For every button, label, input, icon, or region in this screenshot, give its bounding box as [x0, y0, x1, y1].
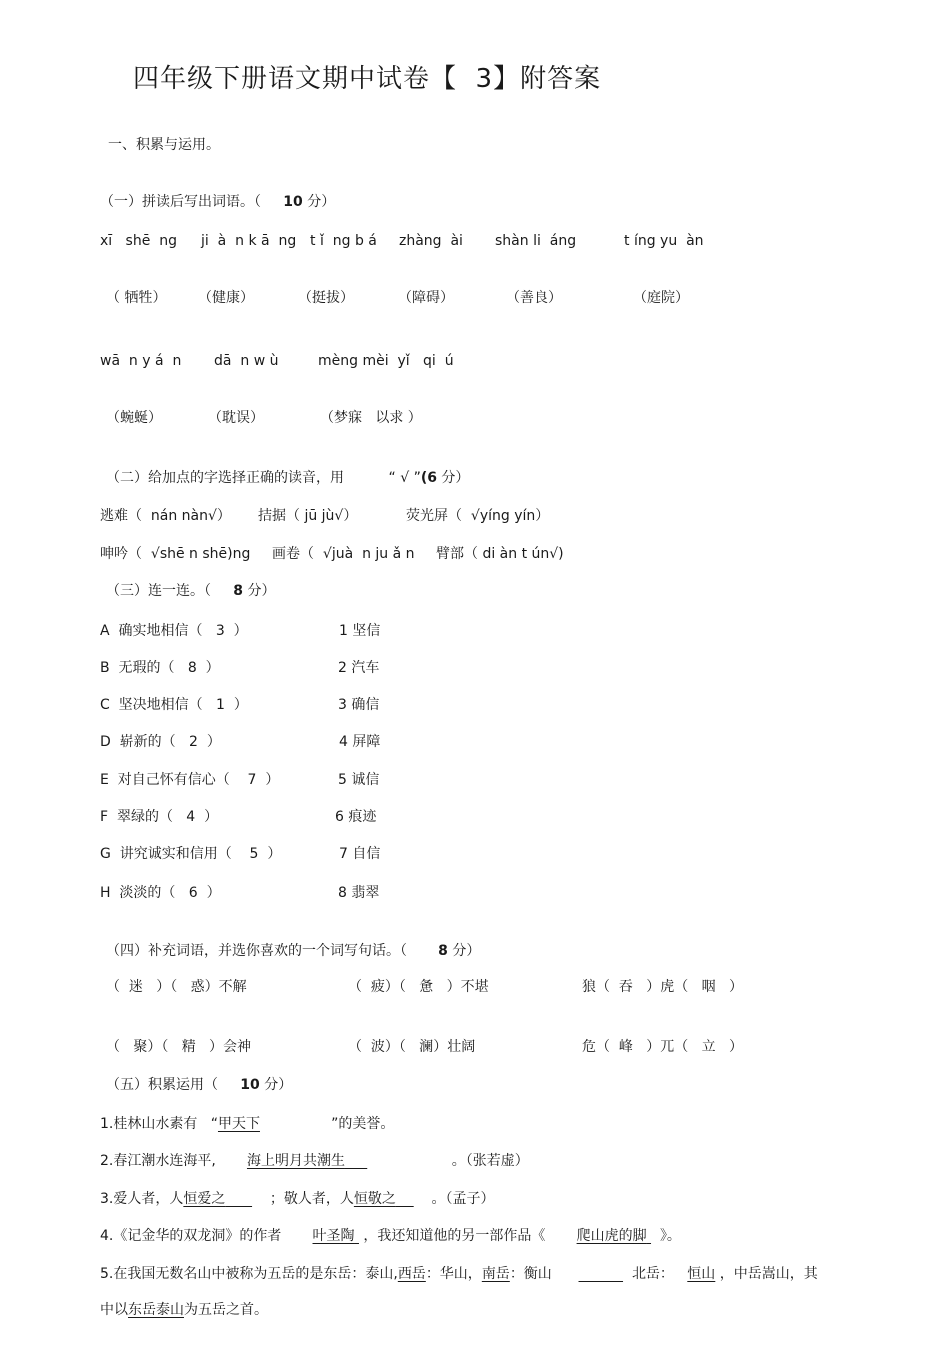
pronunciation-item: 画卷（ √juà n ju ǎ n	[272, 546, 415, 562]
pronunciation-item: 荧光屏（ √yíng yín）	[406, 508, 550, 524]
match-right-item: 8 翡翠	[338, 885, 380, 901]
answer-word: （障碍）	[398, 290, 454, 306]
answer-word: （梦寐 以求 ）	[320, 410, 422, 426]
answer-word: （ 牺牲）	[106, 290, 167, 306]
pinyin-item: mèng mèi yǐ qi ú	[318, 353, 454, 369]
match-left-item: C 坚决地相信（ 1 ）	[100, 697, 248, 713]
q4-heading: （四）补充词语，并选你喜欢的一个词写句话。（ 8 分）	[106, 943, 481, 959]
q1-heading: （一）拼读后写出词语。（ 10 分）	[100, 194, 336, 210]
pinyin-item: xī shē ng	[100, 233, 177, 249]
match-left-item: A 确实地相信（ 3 ）	[100, 623, 248, 639]
q3-heading: （三）连一连。（ 8 分）	[106, 583, 276, 599]
answer-fill: 恒敬之	[353, 1191, 396, 1207]
answer-fill: 东岳泰山	[128, 1302, 184, 1318]
pinyin-item: t íng yu àn	[624, 233, 704, 249]
fill-line-3: 3.爱人者，人恒爱之 ；敬人者，人恒敬之 。（孟子）	[100, 1191, 495, 1207]
idiom-item: （ 波）（ 澜）壮阔	[348, 1039, 476, 1055]
pinyin-item: wā n y á n	[100, 353, 182, 369]
answer-fill: 恒爱之	[183, 1191, 226, 1207]
idiom-item: 狼（ 吞 ）虎（ 咽 ）	[582, 979, 743, 995]
answer-fill: 西岳	[397, 1266, 426, 1282]
match-left-item: G 讲究诚实和信用（ 5 ）	[100, 846, 282, 862]
answer-word: （挺拔）	[298, 290, 354, 306]
idiom-item: 危（ 峰 ）兀（ 立 ）	[582, 1039, 743, 1055]
answer-word: （耽误）	[208, 410, 264, 426]
q2-heading: （二）给加点的字选择正确的读音，用 “ √ ”(6 分）	[106, 470, 470, 486]
answer-word: （蜿蜒）	[106, 410, 162, 426]
pronunciation-item: 臂部（ di àn t ún√)	[436, 546, 564, 562]
answer-fill: 南岳	[481, 1266, 510, 1282]
pronunciation-item: 拮据（ jū jù√）	[258, 508, 358, 524]
pronunciation-item: 逃难（ nán nàn√）	[100, 508, 231, 524]
answer-fill: 海上明月共潮生	[246, 1153, 345, 1169]
answer-word: （健康）	[198, 290, 254, 306]
idiom-item: （ 聚）（ 精 ）会神	[106, 1039, 252, 1055]
match-right-item: 6 痕迹	[335, 809, 377, 825]
fill-line-4: 4.《记金华的双龙洞》的作者 叶圣陶 ，我还知道他的另一部作品《 爬山虎的脚 》。	[100, 1228, 681, 1244]
idiom-item: （ 疲）（ 惫 ）不堪	[348, 979, 489, 995]
answer-fill: 恒山	[687, 1266, 716, 1282]
match-right-item: 7 自信	[339, 846, 381, 862]
answer-word: （庭院）	[633, 290, 689, 306]
match-left-item: F 翠绿的（ 4 ）	[100, 809, 219, 825]
match-left-item: H 淡淡的（ 6 ）	[100, 885, 221, 901]
fill-line-6: 中以东岳泰山为五岳之首。	[100, 1302, 268, 1318]
match-left-item: D 崭新的（ 2 ）	[100, 734, 221, 750]
match-right-item: 1 坚信	[339, 623, 381, 639]
pinyin-item: zhàng ài	[399, 233, 463, 249]
fill-line-1: 1.桂林山水素有 “甲天下 ”的美誉。	[100, 1116, 395, 1132]
match-left-item: E 对自己怀有信心（ 7 ）	[100, 772, 280, 788]
match-left-item: B 无瑕的（ 8 ）	[100, 660, 220, 676]
q5-heading: （五）积累运用（ 10 分）	[106, 1077, 293, 1093]
fill-line-5: 5.在我国无数名山中被称为五岳的是东岳：泰山,西岳：华山，南岳：衡山 北岳： 恒山 ，中岳嵩山，其	[100, 1266, 818, 1282]
pinyin-item: t ǐ ng b á	[310, 233, 377, 249]
answer-fill: 爬山虎的脚	[576, 1228, 647, 1244]
match-right-item: 5 诚信	[338, 772, 380, 788]
pinyin-item: shàn li áng	[495, 233, 577, 249]
answer-word: （善良）	[506, 290, 562, 306]
answer-fill: 叶圣陶	[312, 1228, 355, 1244]
match-right-item: 2 汽车	[338, 660, 380, 676]
match-right-item: 3 确信	[338, 697, 380, 713]
fill-line-2: 2.春江潮水连海平, 海上明月共潮生 。（张若虚）	[100, 1153, 529, 1169]
page-title: 四年级下册语文期中试卷【 3】附答案	[133, 64, 602, 94]
idiom-item: （ 迷 ）（ 惑）不解	[106, 979, 247, 995]
pinyin-item: dā n w ù	[214, 353, 279, 369]
pinyin-item: ji à n k ā ng	[201, 233, 297, 249]
pronunciation-item: 呻吟（ √shē n shē)ng	[100, 546, 251, 562]
match-right-item: 4 屏障	[339, 734, 381, 750]
section-heading: 一、积累与运用。	[108, 137, 220, 153]
answer-fill: 甲天下	[217, 1116, 260, 1132]
